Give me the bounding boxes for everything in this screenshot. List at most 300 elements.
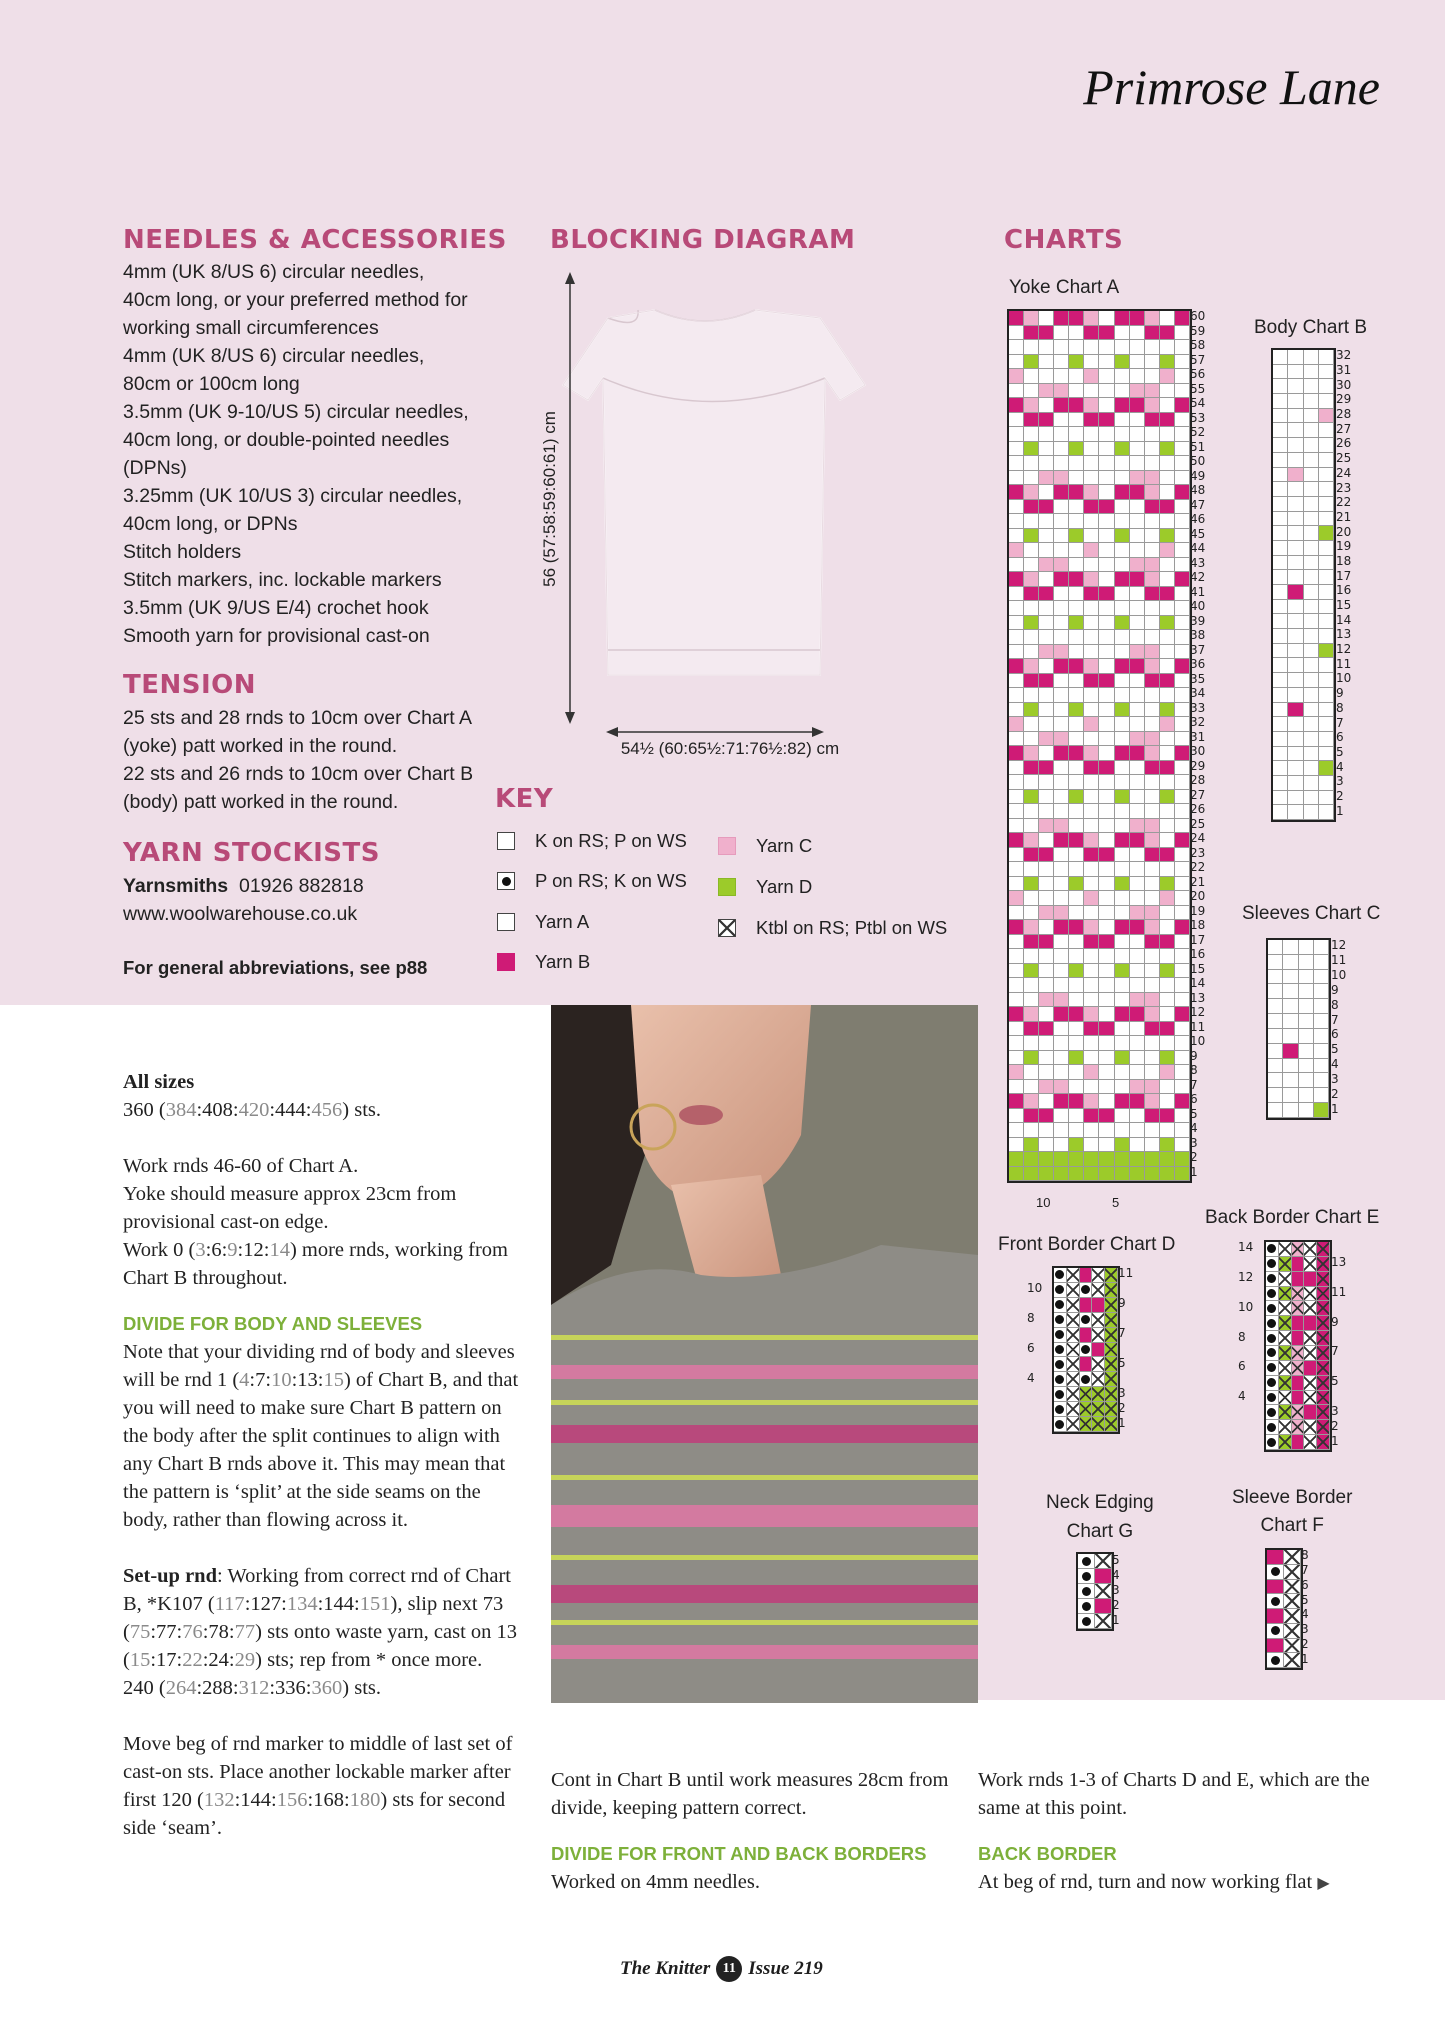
chart-cell bbox=[1145, 601, 1160, 616]
chart-cell bbox=[1024, 630, 1039, 645]
chart-cell bbox=[1069, 1123, 1084, 1138]
row-number: 38 bbox=[1190, 628, 1206, 643]
back-border-text: At beg of rnd, turn and now working flat ▶ bbox=[978, 1871, 1330, 1893]
chart-cell bbox=[1268, 940, 1283, 955]
chart-cell bbox=[1115, 848, 1130, 863]
chart-cell bbox=[1009, 804, 1024, 819]
chart-cell bbox=[1009, 949, 1024, 964]
chart-cell bbox=[1130, 340, 1145, 355]
chart-cell bbox=[1069, 862, 1084, 877]
chart-cell bbox=[1160, 659, 1175, 674]
chart-cell bbox=[1115, 862, 1130, 877]
chart-cell bbox=[1084, 993, 1099, 1008]
chart-cell bbox=[1054, 587, 1069, 602]
chart-cell bbox=[1288, 438, 1303, 453]
chart-cell bbox=[1054, 1298, 1067, 1313]
chart-cell bbox=[1039, 746, 1054, 761]
chart-cell bbox=[1099, 862, 1114, 877]
chart-cell bbox=[1319, 747, 1334, 762]
chart-cell bbox=[1130, 877, 1145, 892]
chart-cell bbox=[1115, 819, 1130, 834]
chart-cell bbox=[1160, 456, 1175, 471]
neck-title-line: Neck Edging bbox=[1046, 1492, 1154, 1513]
chart-cell bbox=[1084, 1065, 1099, 1080]
chart-cell bbox=[1314, 940, 1329, 955]
chart-cell bbox=[1319, 585, 1334, 600]
chart-cell bbox=[1145, 311, 1160, 326]
chart-cell bbox=[1175, 935, 1190, 950]
chart-cell bbox=[1304, 688, 1319, 703]
chart-cell bbox=[1054, 326, 1069, 341]
chart-cell bbox=[1317, 1420, 1330, 1435]
chart-cell bbox=[1084, 369, 1099, 384]
needles-line: Stitch markers, inc. lockable markers bbox=[123, 569, 442, 591]
stockist-url[interactable]: www.woolwarehouse.co.uk bbox=[123, 903, 358, 925]
chart-cell bbox=[1292, 1287, 1305, 1302]
chart-cell bbox=[1099, 572, 1114, 587]
yoke-chart-a-row-numbers bbox=[1190, 309, 1220, 1179]
chart-cell bbox=[1160, 717, 1175, 732]
chart-cell bbox=[1145, 746, 1160, 761]
chart-cell bbox=[1288, 570, 1303, 585]
chart-cell bbox=[1009, 978, 1024, 993]
move-marker-text: Move beg of rnd marker to middle of last set of cast-on sts. Place another lockable marker after first 120 (132:144:156:168:180) sts for second side ‘seam’. bbox=[123, 1733, 513, 1839]
yoke-measure-text: Yoke should measure approx 23cm from provisional cast-on edge. bbox=[123, 1183, 457, 1233]
chart-cell bbox=[1314, 1088, 1329, 1103]
row-number: 21 bbox=[1336, 509, 1352, 524]
chart-cell bbox=[1319, 497, 1334, 512]
row-number: 11 bbox=[1118, 1266, 1134, 1281]
chart-cell bbox=[1084, 1109, 1099, 1124]
chart-cell bbox=[1099, 1080, 1114, 1095]
chart-cell bbox=[1145, 891, 1160, 906]
chart-cell bbox=[1024, 920, 1039, 935]
chart-cell bbox=[1175, 630, 1190, 645]
row-number: 3 bbox=[1118, 1385, 1126, 1400]
chart-cell bbox=[1039, 355, 1054, 370]
chart-cell bbox=[1069, 906, 1084, 921]
chart-cell bbox=[1099, 1094, 1114, 1109]
chart-cell bbox=[1084, 543, 1099, 558]
chart-cell bbox=[1024, 1094, 1039, 1109]
chart-cell bbox=[1054, 703, 1069, 718]
row-number: 8 bbox=[1027, 1311, 1035, 1326]
chart-cell bbox=[1267, 1624, 1284, 1639]
chart-cell bbox=[1080, 1372, 1093, 1387]
needles-line: 80cm or 100cm long bbox=[123, 373, 300, 395]
chart-cell bbox=[1130, 601, 1145, 616]
chart-cell bbox=[1175, 398, 1190, 413]
row-number: 31 bbox=[1190, 729, 1206, 744]
chart-cell bbox=[1288, 717, 1303, 732]
chart-cell bbox=[1145, 804, 1160, 819]
row-number: 47 bbox=[1190, 497, 1206, 512]
chart-cell bbox=[1175, 500, 1190, 515]
chart-cell bbox=[1145, 1123, 1160, 1138]
chart-cell bbox=[1024, 688, 1039, 703]
chart-cell bbox=[1145, 935, 1160, 950]
chart-cell bbox=[1175, 1022, 1190, 1037]
chart-cell bbox=[1160, 1051, 1175, 1066]
chart-cell bbox=[1024, 1123, 1039, 1138]
row-number: 13 bbox=[1331, 1255, 1347, 1270]
chart-cell bbox=[1039, 1152, 1054, 1167]
chart-cell bbox=[1039, 369, 1054, 384]
chart-cell bbox=[1317, 1301, 1330, 1316]
sleeve-title-line: Chart F bbox=[1260, 1515, 1324, 1536]
abbrev-note: For general abbreviations, see p88 bbox=[123, 957, 428, 978]
chart-cell bbox=[1054, 1152, 1069, 1167]
key-item-yarn-b bbox=[497, 951, 590, 973]
divide-heading: DIVIDE FOR BODY AND SLEEVES bbox=[123, 1313, 423, 1334]
chart-cell bbox=[1304, 673, 1319, 688]
chart-cell bbox=[1145, 703, 1160, 718]
chart-cell bbox=[1130, 848, 1145, 863]
row-number: 23 bbox=[1190, 845, 1206, 860]
chart-cell bbox=[1304, 1242, 1317, 1257]
row-number: 49 bbox=[1190, 468, 1206, 483]
chart-cell bbox=[1084, 790, 1099, 805]
chart-cell bbox=[1273, 556, 1288, 571]
chart-cell bbox=[1175, 906, 1190, 921]
chart-cell bbox=[1024, 703, 1039, 718]
key-empty-symbol bbox=[497, 832, 515, 850]
chart-cell bbox=[1024, 456, 1039, 471]
row-number: 3 bbox=[1301, 1622, 1309, 1637]
chart-cell bbox=[1145, 630, 1160, 645]
chart-cell bbox=[1115, 1022, 1130, 1037]
chart-cell bbox=[1024, 775, 1039, 790]
chart-cell bbox=[1115, 529, 1130, 544]
chart-cell bbox=[1084, 964, 1099, 979]
row-number: 18 bbox=[1336, 553, 1352, 568]
chart-cell bbox=[1115, 500, 1130, 515]
chart-cell bbox=[1009, 398, 1024, 413]
chart-cell bbox=[1054, 920, 1069, 935]
chart-cell bbox=[1084, 1123, 1099, 1138]
chart-cell bbox=[1175, 790, 1190, 805]
chart-cell bbox=[1130, 355, 1145, 370]
chart-cell bbox=[1130, 398, 1145, 413]
chart-cell bbox=[1095, 1599, 1112, 1614]
chart-cell bbox=[1160, 1065, 1175, 1080]
chart-cell bbox=[1145, 964, 1160, 979]
chart-cell bbox=[1145, 848, 1160, 863]
chart-cell bbox=[1099, 514, 1114, 529]
all-sizes-count: 360 (384:408:420:444:456) sts. bbox=[123, 1099, 381, 1121]
chart-cell bbox=[1078, 1554, 1095, 1569]
key-yarn-a-symbol bbox=[497, 913, 515, 931]
chart-cell bbox=[1319, 512, 1334, 527]
chart-cell bbox=[1099, 398, 1114, 413]
chart-cell bbox=[1069, 717, 1084, 732]
tension-line: (yoke) patt worked in the round. bbox=[123, 735, 398, 757]
chart-cell bbox=[1175, 471, 1190, 486]
chart-cell bbox=[1288, 556, 1303, 571]
chart-cell bbox=[1024, 311, 1039, 326]
chart-cell bbox=[1145, 442, 1160, 457]
chart-cell bbox=[1175, 775, 1190, 790]
chart-cell bbox=[1284, 1550, 1301, 1565]
chart-cell bbox=[1304, 1272, 1317, 1287]
chart-cell bbox=[1115, 746, 1130, 761]
chart-cell bbox=[1084, 355, 1099, 370]
chart-cell bbox=[1069, 1167, 1084, 1182]
chart-cell bbox=[1024, 529, 1039, 544]
chart-cell bbox=[1054, 485, 1069, 500]
chart-cell bbox=[1160, 1123, 1175, 1138]
chart-cell bbox=[1314, 984, 1329, 999]
chart-cell bbox=[1304, 703, 1319, 718]
chart-cell bbox=[1160, 340, 1175, 355]
chart-cell bbox=[1292, 1257, 1305, 1272]
chart-cell bbox=[1266, 1242, 1279, 1257]
row-number: 37 bbox=[1190, 642, 1206, 657]
chart-cell bbox=[1054, 1283, 1067, 1298]
chart-cell bbox=[1024, 674, 1039, 689]
chart-cell bbox=[1292, 1376, 1305, 1391]
chart-cell bbox=[1292, 1346, 1305, 1361]
chart-cell bbox=[1115, 906, 1130, 921]
chart-cell bbox=[1115, 761, 1130, 776]
chart-cell bbox=[1283, 1103, 1298, 1118]
chart-cell bbox=[1288, 468, 1303, 483]
chart-cell bbox=[1130, 804, 1145, 819]
chart-cell bbox=[1130, 630, 1145, 645]
chart-cell bbox=[1054, 1268, 1067, 1283]
chart-cell bbox=[1092, 1387, 1105, 1402]
chart-cell bbox=[1039, 442, 1054, 457]
chart-cell bbox=[1279, 1316, 1292, 1331]
chart-cell bbox=[1145, 500, 1160, 515]
footer bbox=[620, 1956, 860, 1982]
chart-cell bbox=[1267, 1594, 1284, 1609]
row-number: 26 bbox=[1336, 436, 1352, 451]
row-number: 7 bbox=[1118, 1326, 1126, 1341]
chart-cell bbox=[1054, 978, 1069, 993]
chart-cell bbox=[1024, 500, 1039, 515]
chart-cell bbox=[1319, 688, 1334, 703]
chart-cell bbox=[1317, 1346, 1330, 1361]
chart-cell bbox=[1284, 1609, 1301, 1624]
row-number: 2 bbox=[1331, 1418, 1339, 1433]
row-number: 3 bbox=[1190, 1135, 1198, 1150]
chart-cell bbox=[1069, 761, 1084, 776]
work-de-text: Work rnds 1-3 of Charts D and E, which are the same at this point. bbox=[978, 1769, 1370, 1819]
chart-cell bbox=[1279, 1405, 1292, 1420]
chart-cell bbox=[1284, 1580, 1301, 1595]
row-number: 11 bbox=[1331, 1285, 1347, 1299]
chart-cell bbox=[1054, 906, 1069, 921]
chart-cell bbox=[1069, 949, 1084, 964]
chart-cell bbox=[1039, 688, 1054, 703]
chart-cell bbox=[1145, 674, 1160, 689]
chart-cell bbox=[1288, 791, 1303, 806]
chart-cell bbox=[1115, 587, 1130, 602]
chart-cell bbox=[1099, 819, 1114, 834]
back-border-chart-e-right-numbers bbox=[1331, 1240, 1353, 1448]
chart-cell bbox=[1039, 964, 1054, 979]
chart-cell bbox=[1160, 688, 1175, 703]
chart-cell bbox=[1024, 485, 1039, 500]
chart-cell bbox=[1130, 949, 1145, 964]
chart-cell bbox=[1039, 413, 1054, 428]
chart-cell bbox=[1067, 1313, 1080, 1328]
chart-cell bbox=[1054, 500, 1069, 515]
chart-cell bbox=[1009, 442, 1024, 457]
chart-cell bbox=[1039, 761, 1054, 776]
chart-cell bbox=[1317, 1405, 1330, 1420]
chart-cell bbox=[1267, 1565, 1284, 1580]
chart-cell bbox=[1145, 862, 1160, 877]
chart-cell bbox=[1039, 311, 1054, 326]
needles-line: 40cm long, or DPNs bbox=[123, 513, 298, 535]
chart-cell bbox=[1084, 471, 1099, 486]
chart-cell bbox=[1067, 1372, 1080, 1387]
chart-cell bbox=[1268, 970, 1283, 985]
chart-cell bbox=[1084, 1167, 1099, 1182]
chart-cell bbox=[1160, 920, 1175, 935]
chart-cell bbox=[1292, 1301, 1305, 1316]
chart-cell bbox=[1268, 1103, 1283, 1118]
chart-cell bbox=[1009, 384, 1024, 399]
chart-cell bbox=[1067, 1387, 1080, 1402]
chart-cell bbox=[1024, 804, 1039, 819]
chart-cell bbox=[1175, 964, 1190, 979]
chart-cell bbox=[1130, 471, 1145, 486]
sleeve-border-chart-f-title bbox=[1232, 1484, 1352, 1540]
chart-cell bbox=[1160, 833, 1175, 848]
chart-cell bbox=[1069, 1109, 1084, 1124]
chart-cell bbox=[1054, 529, 1069, 544]
chart-cell bbox=[1115, 833, 1130, 848]
chart-cell bbox=[1099, 384, 1114, 399]
chart-cell bbox=[1099, 1167, 1114, 1182]
chart-cell bbox=[1024, 790, 1039, 805]
chart-cell bbox=[1299, 1103, 1314, 1118]
chart-cell bbox=[1130, 1167, 1145, 1182]
sleeves-chart-c-grid bbox=[1266, 938, 1331, 1120]
chart-cell bbox=[1084, 891, 1099, 906]
chart-cell bbox=[1115, 427, 1130, 442]
chart-cell bbox=[1145, 775, 1160, 790]
chart-cell bbox=[1130, 1051, 1145, 1066]
row-number: 1 bbox=[1190, 1164, 1198, 1179]
chart-cell bbox=[1160, 543, 1175, 558]
chart-cell bbox=[1273, 394, 1288, 409]
chart-cell bbox=[1145, 398, 1160, 413]
model-photo bbox=[551, 1005, 978, 1703]
chart-cell bbox=[1279, 1301, 1292, 1316]
chart-cell bbox=[1175, 340, 1190, 355]
row-number: 58 bbox=[1190, 338, 1206, 353]
chart-cell bbox=[1145, 384, 1160, 399]
row-number: 10 bbox=[1336, 671, 1352, 686]
setup-text: Set-up rnd: Working from correct rnd of Chart B, *K107 (117:127:134:144:151), slip next 73 (75:77:76:78:77) sts onto waste yarn, cast on 13 (15:17:22:24:29) sts; rep from * once more. bbox=[123, 1565, 518, 1671]
chart-cell bbox=[1266, 1391, 1279, 1406]
chart-cell bbox=[1266, 1405, 1279, 1420]
chart-cell bbox=[1273, 717, 1288, 732]
chart-cell bbox=[1145, 833, 1160, 848]
chart-cell bbox=[1115, 340, 1130, 355]
needles-list bbox=[123, 258, 523, 650]
yoke-chart-a-col-label: 10 bbox=[1036, 1195, 1051, 1210]
chart-cell bbox=[1069, 891, 1084, 906]
work-more-text: Work 0 (3:6:9:12:14) more rnds, working from Chart B throughout. bbox=[123, 1239, 508, 1289]
chart-cell bbox=[1273, 541, 1288, 556]
chart-cell bbox=[1084, 804, 1099, 819]
row-number: 21 bbox=[1190, 874, 1206, 889]
chart-cell bbox=[1130, 790, 1145, 805]
chart-cell bbox=[1084, 949, 1099, 964]
chart-cell bbox=[1054, 1007, 1069, 1022]
chart-cell bbox=[1317, 1242, 1330, 1257]
chart-cell bbox=[1054, 848, 1069, 863]
chart-cell bbox=[1175, 1051, 1190, 1066]
chart-cell bbox=[1024, 514, 1039, 529]
chart-cell bbox=[1273, 468, 1288, 483]
chart-cell bbox=[1024, 949, 1039, 964]
chart-cell bbox=[1145, 993, 1160, 1008]
chart-cell bbox=[1099, 1109, 1114, 1124]
chart-cell bbox=[1024, 340, 1039, 355]
chart-cell bbox=[1009, 355, 1024, 370]
needles-line: 3.25mm (UK 10/US 3) circular needles, bbox=[123, 485, 463, 507]
chart-cell bbox=[1288, 394, 1303, 409]
chart-cell bbox=[1273, 703, 1288, 718]
chart-cell bbox=[1069, 413, 1084, 428]
chart-cell bbox=[1099, 1036, 1114, 1051]
key-label: Yarn A bbox=[535, 911, 590, 932]
chart-cell bbox=[1145, 1109, 1160, 1124]
row-number: 17 bbox=[1190, 932, 1206, 947]
needles-line: Stitch holders bbox=[123, 541, 242, 563]
chart-cell bbox=[1304, 629, 1319, 644]
chart-cell bbox=[1266, 1287, 1279, 1302]
chart-cell bbox=[1054, 1123, 1069, 1138]
chart-cell bbox=[1054, 819, 1069, 834]
chart-cell bbox=[1024, 1007, 1039, 1022]
chart-cell bbox=[1283, 999, 1298, 1014]
chart-cell bbox=[1145, 1167, 1160, 1182]
chart-cell bbox=[1084, 717, 1099, 732]
chart-cell bbox=[1054, 471, 1069, 486]
chart-cell bbox=[1175, 355, 1190, 370]
chart-cell bbox=[1099, 804, 1114, 819]
chart-cell bbox=[1130, 572, 1145, 587]
key-item-yarn-a bbox=[497, 911, 589, 933]
chart-cell bbox=[1160, 558, 1175, 573]
chart-cell bbox=[1099, 601, 1114, 616]
chart-cell bbox=[1304, 526, 1319, 541]
chart-cell bbox=[1160, 761, 1175, 776]
body-chart-b-title: Body Chart B bbox=[1254, 317, 1367, 338]
chart-cell bbox=[1039, 645, 1054, 660]
chart-cell bbox=[1069, 1007, 1084, 1022]
chart-cell bbox=[1266, 1361, 1279, 1376]
chart-cell bbox=[1039, 456, 1054, 471]
chart-cell bbox=[1130, 558, 1145, 573]
chart-cell bbox=[1319, 776, 1334, 791]
chart-cell bbox=[1095, 1569, 1112, 1584]
chart-cell bbox=[1175, 384, 1190, 399]
chart-cell bbox=[1009, 1036, 1024, 1051]
chart-cell bbox=[1160, 485, 1175, 500]
chart-cell bbox=[1267, 1653, 1284, 1668]
chart-cell bbox=[1317, 1376, 1330, 1391]
chart-cell bbox=[1039, 1109, 1054, 1124]
chart-cell bbox=[1130, 964, 1145, 979]
